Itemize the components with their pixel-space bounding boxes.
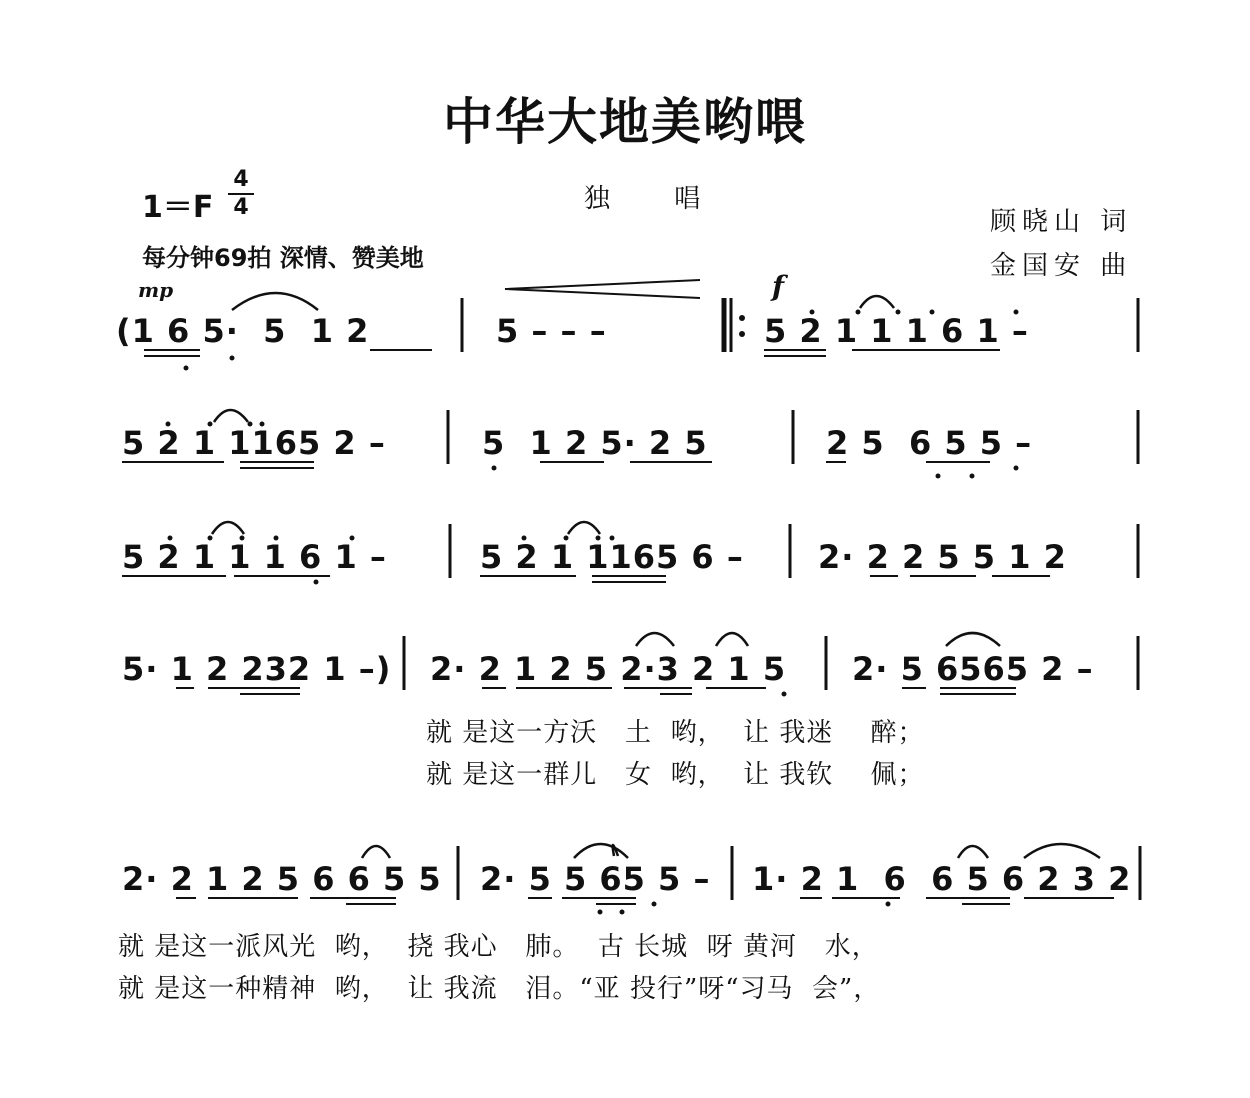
score-line-4-m3: 2· 5 6565 2 – — [852, 650, 1094, 688]
score-line-4-m1: 5· 1 2 232 1 –) — [122, 650, 392, 688]
octave-dots — [166, 310, 1019, 915]
tempo-marking: 每分钟69拍 深情、赞美地 — [142, 244, 424, 272]
barlines — [404, 298, 1140, 900]
composer: 金国安 曲 — [990, 251, 1133, 281]
decrescendo-hairpin — [505, 280, 700, 298]
key-signature: 1＝F — [142, 190, 214, 225]
score-line-1-m3: 5 2 1 1 1 6 1 – — [764, 312, 1029, 350]
score-line-3-m1: 5 2 1 1 1 6 1 – — [122, 538, 387, 576]
score-line-5-m3: 1· 2 1 6 6 5 6 2 3 2 — [752, 860, 1132, 898]
lyric-line-5-verse-2: 就 是这一种精神 哟， 让 我流 泪。“亚 投行”呀“习马 会”， — [118, 974, 881, 1004]
score-line-3-m3: 2· 2 2 5 5 1 2 — [818, 538, 1067, 576]
lyric-line-4-verse-2: 就 是这一群儿 女 哟， 让 我钦 佩； — [426, 760, 925, 790]
lyric-line-5-verse-1: 就 是这一派风光 哟， 挠 我心 肺。 古 长城 呀 黄河 水， — [118, 932, 879, 962]
score-line-5-m1: 2· 2 1 2 5 6 6 5 5 — [122, 860, 442, 898]
score-line-3-m2: 5 2 1 1165 6 – — [480, 538, 744, 576]
dynamic-mp: mp — [138, 278, 174, 302]
song-title: 中华大地美哟喂 — [443, 93, 807, 151]
performance-type: 独 唱 — [584, 184, 729, 214]
score-line-1-m2: 5 – – – — [496, 312, 607, 350]
score-line-2-m1: 5 2 1 1165 2 – — [122, 424, 386, 462]
score-line-2-m3: 2 5 6 5 5 – — [826, 424, 1033, 462]
time-signature-top: 4 — [233, 167, 249, 192]
score-line-5-m2: 2· 5 5 65 5 – — [480, 860, 711, 898]
time-signature-bottom: 4 — [233, 195, 249, 220]
dynamic-f: f — [772, 270, 785, 303]
repeat-dots — [739, 315, 745, 337]
score-line-4-m2: 2· 2 1 2 5 2·3 2 1 5 — [430, 650, 787, 688]
lyric-line-4-verse-1: 就 是这一方沃 土 哟， 让 我迷 醉； — [426, 718, 925, 748]
score-line-1-m1: (1 6 5· 5 1 2 — [116, 312, 370, 350]
score-line-2-m2: 5 1 2 5· 2 5 — [482, 424, 708, 462]
lyricist: 顾晓山 词 — [990, 207, 1133, 237]
